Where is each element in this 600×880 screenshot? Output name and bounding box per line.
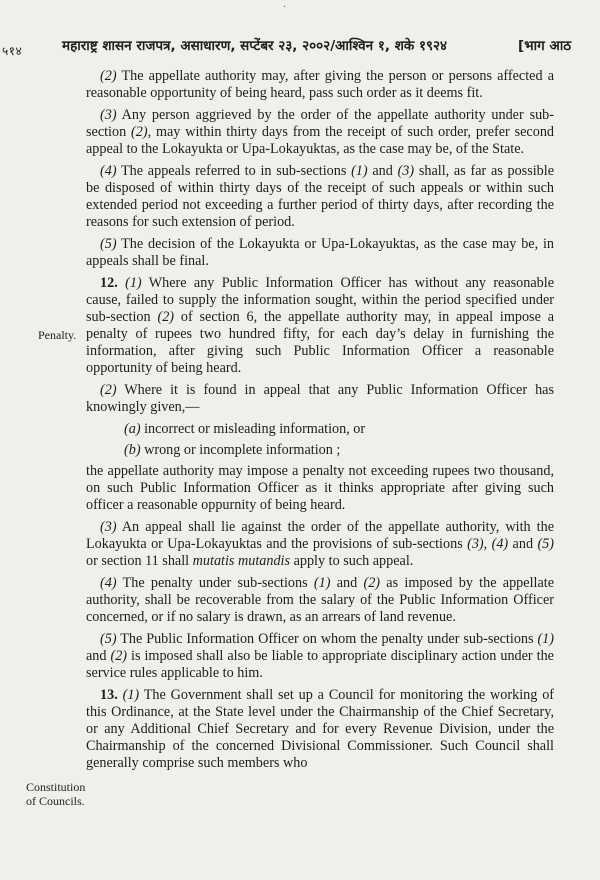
subsection-number: (5) [100, 236, 117, 252]
section-12-5 [86, 631, 554, 682]
margin-note-line: of Councils. [26, 794, 85, 808]
paragraph-text: and [86, 648, 111, 664]
margin-note-penalty: Penalty. [38, 328, 77, 342]
subsection-number: (2) [100, 382, 117, 398]
subsection-number: (3) [100, 107, 117, 123]
margin-note-line: Constitution [26, 780, 86, 794]
paragraph-text: The penalty under sub-sections [116, 575, 314, 591]
section-12-3 [86, 519, 554, 570]
paragraph-text: An appeal shall lie against the order of the appellate authority, with the Lokayukta or Upa-Lokayuktas and the provisions of sub-sections [86, 519, 554, 552]
separator: and [508, 536, 538, 552]
list-item-a [86, 421, 554, 438]
list-item-b [86, 442, 554, 459]
item-label: (a) [124, 421, 141, 437]
document-body [86, 68, 554, 777]
subsection-number: (3) [100, 519, 117, 535]
paragraph-text: is imposed shall also be liable to appropriate disciplinary action under the service rules applicable to him. [86, 648, 554, 681]
section-12-1 [86, 275, 554, 377]
paragraph-text: The appellate authority may, after giving the person or persons affected a reasonable opportunity of being heard, pass such order as it deems fit. [86, 68, 554, 101]
subsection-ref: (2) [363, 575, 381, 591]
paragraph-text: The Government shall set up a Council for monitoring the working of this Ordinance, at the State level under the Chairmanship of the Chief Secretary, or any Additional Chief Secretary and for every Revenue Division, under the Chairmanship of the concerned Divisional Commissioner. Such Council shall generally comprise such members who [86, 687, 555, 771]
section-number: 13. [100, 687, 118, 703]
subsection-ref: (2) [157, 309, 175, 325]
separator: , [483, 536, 492, 552]
paragraph-text: of section 6, the appellate authority may, in appeal impose a penalty of rupees two hundred fifty, for each day’s delay in furnishing the information, after giving such Public Information Officer a reasonable opportunity of being heard. [86, 309, 554, 376]
subsection-ref: (1) [351, 163, 368, 179]
subsection-ref: (5) [537, 536, 554, 552]
subsection-number: (4) [100, 163, 117, 179]
subsection-ref: (1) [313, 575, 331, 591]
paragraph-text: , may within thirty days from the receipt of such order, prefer second appeal to the Lokayukta or Upa-Lokayuktas, as the case may be, of the State. [86, 124, 555, 157]
paragraph-text: apply to such appeal. [290, 553, 414, 569]
top-mark: · [283, 2, 287, 13]
subsection-number: (1) [122, 687, 140, 703]
paragraph-text: and [367, 163, 398, 179]
paragraph-text: Where it is found in appeal that any Public Information Officer has knowingly given,— [86, 382, 554, 415]
subsection-ref: (2) [110, 648, 128, 664]
paragraph-11-3 [86, 107, 554, 158]
subsection-ref: (2) [131, 124, 148, 140]
paragraph-text: The decision of the Lokayukta or Upa-Lokayuktas, as the case may be, in appeals shall be final. [86, 236, 554, 269]
paragraph-11-4 [86, 163, 554, 231]
paragraph-text: and [330, 575, 364, 591]
section-12-2-tail: the appellate authority may impose a penalty not exceeding rupees two thousand, on such Public Information Officer as it thinks appropriate after giving such officer a reasonable oppurnity of being heard. [86, 463, 554, 513]
section-13-1 [86, 687, 554, 772]
subsection-ref: (3) [397, 163, 415, 179]
paragraph-text: The Public Information Officer on whom the penalty under sub-sections [116, 631, 538, 647]
paragraph-text: as imposed by the appellate authority, shall be recoverable from the salary of the Public Information Officer concerned, or if no salary is drawn, as an arrears of land revenue. [86, 575, 554, 625]
subsection-number: (1) [125, 275, 142, 291]
paragraph-text: Any person aggrieved by the order of the appellate authority under sub-section [86, 107, 554, 140]
subsection-ref: (1) [537, 631, 554, 647]
paragraph-text: or section 11 shall [86, 553, 193, 569]
section-number: 12. [100, 275, 118, 291]
subsection-number: (2) [100, 68, 117, 84]
item-label: (b) [124, 442, 141, 458]
margin-note-constitution-of-councils [26, 780, 92, 808]
subsection-ref: (4) [491, 536, 509, 552]
paragraph-11-5 [86, 236, 554, 270]
section-12-4 [86, 575, 554, 626]
latin-phrase: mutatis mutandis [192, 553, 291, 569]
section-12-2 [86, 382, 554, 416]
page-number: ५१४ [2, 44, 23, 58]
subsection-number: (4) [100, 575, 117, 591]
gazette-header-part: [भाग आठ [518, 38, 572, 54]
subsection-number: (5) [100, 631, 117, 647]
paragraph-text: Where any Public Information Officer has without any reasonable cause, failed to supply the information sought, within the period specified under sub-section [86, 275, 554, 325]
item-text: incorrect or misleading information, or [140, 421, 366, 437]
paragraph-text: shall, as far as possible be disposed of within thirty days of the receipt of such appeals or within such extended period not exceeding a further period of thirty days, after recording the reasons for such extension of period. [86, 163, 554, 230]
paragraph-text: The appeals referred to in sub-sections [116, 163, 352, 179]
gazette-header-title: महाराष्ट्र शासन राजपत्र, असाधारण, सप्टेंबर २३, २००२/आश्विन १, शके १९२४ [62, 38, 448, 54]
paragraph-11-2 [86, 68, 554, 102]
item-text: wrong or incomplete information ; [140, 442, 341, 458]
subsection-ref: (3) [467, 536, 484, 552]
